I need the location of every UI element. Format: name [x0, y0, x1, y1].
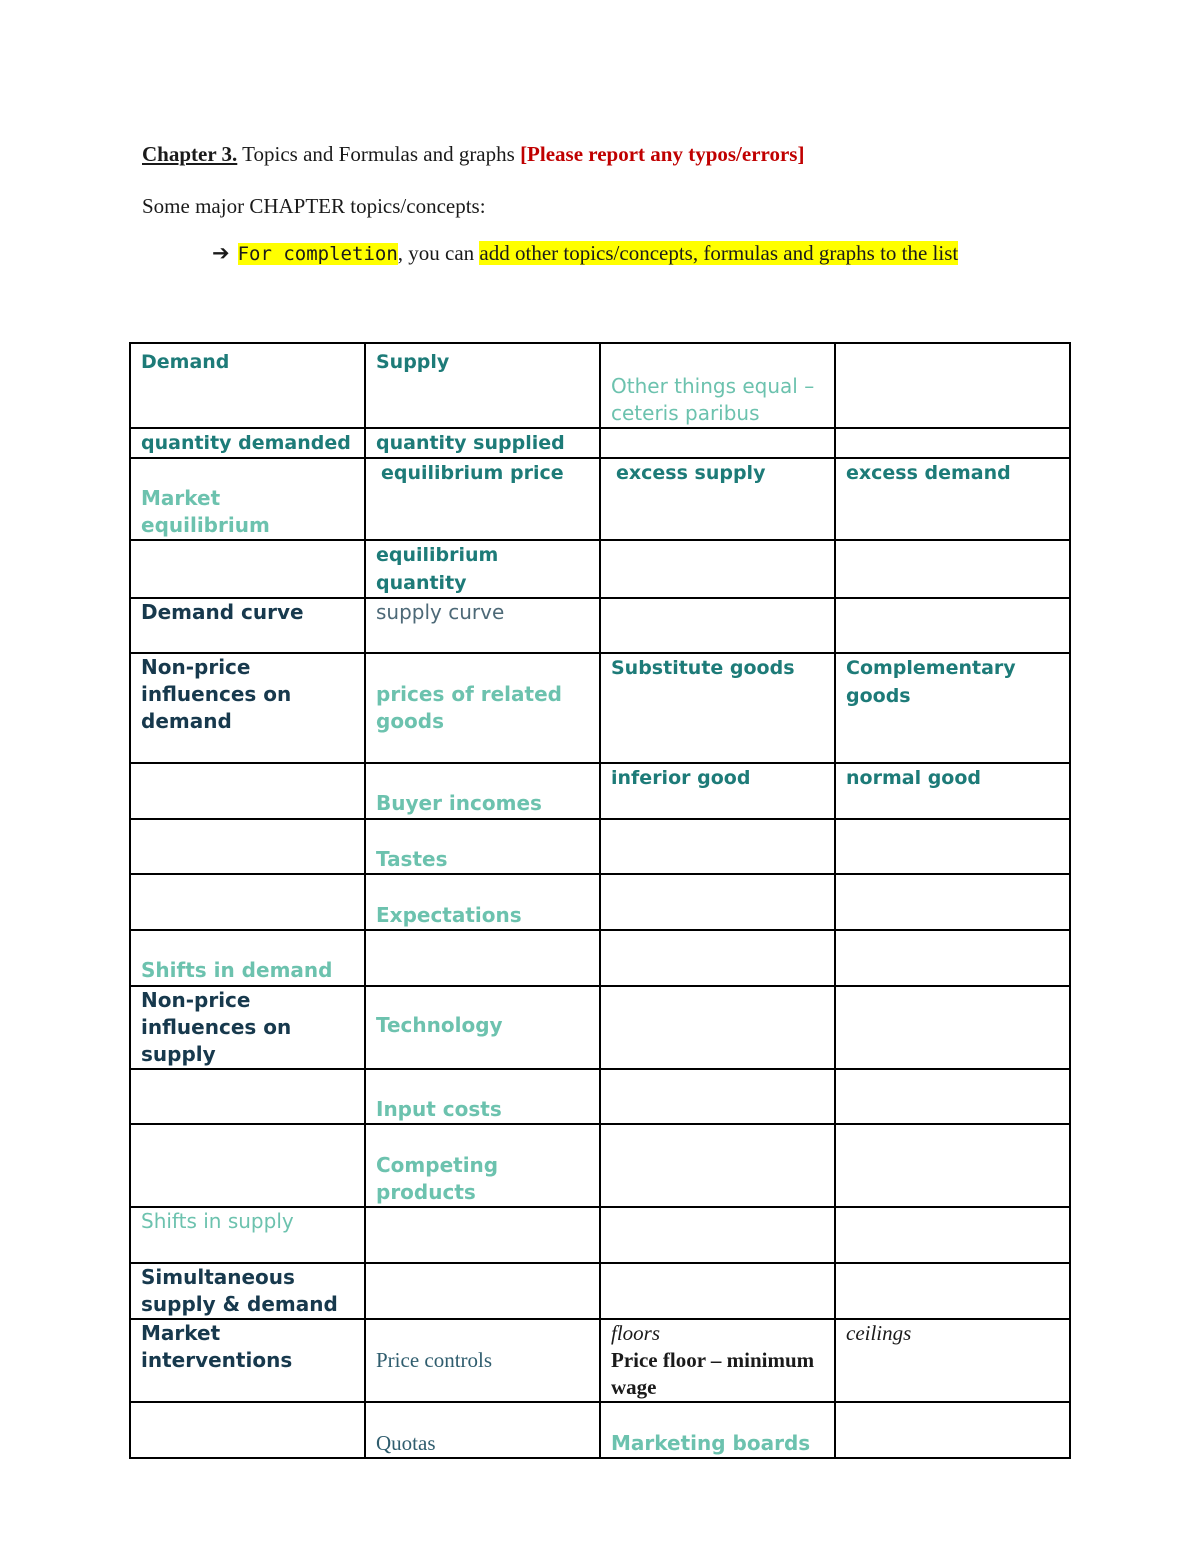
cell-excess-supply: excess supply [616, 462, 766, 484]
table-row [130, 874, 1070, 930]
cell-substitute-goods: Substitute goods [611, 657, 795, 679]
table-row [130, 819, 1070, 874]
cell-demand-curve: Demand curve [141, 600, 304, 624]
table-row [130, 343, 1070, 428]
table-row [130, 458, 1070, 540]
table-row [130, 986, 1070, 1069]
table-row [130, 763, 1070, 819]
note-highlight-1: For completion [237, 243, 398, 265]
cell-prices-related-goods: prices of related goods [376, 682, 562, 733]
table-row [130, 1069, 1070, 1124]
completion-note [212, 241, 958, 266]
cell-price-controls: Price controls [376, 1348, 493, 1372]
cell-floors: floors [611, 1321, 661, 1345]
chapter-label: Chapter 3. [142, 142, 238, 166]
cell-inferior-good: inferior good [611, 767, 751, 789]
cell-complementary-goods: Complementary goods [846, 657, 1016, 707]
cell-supply: Supply [376, 351, 450, 373]
cell-excess-demand: excess demand [846, 462, 1011, 484]
cell-input-costs: Input costs [376, 1097, 502, 1121]
cell-shifts-in-demand: Shifts in demand [141, 958, 333, 982]
table-row [130, 598, 1070, 653]
table-row [130, 1319, 1070, 1402]
cell-non-price-supply: Non-price influences on supply [141, 988, 292, 1066]
table-row [130, 1263, 1070, 1319]
cell-tastes: Tastes [376, 847, 448, 871]
cell-demand: Demand [141, 351, 230, 373]
cell-competing-products: Competing products [376, 1153, 499, 1204]
title-text: Topics and Formulas and graphs [237, 142, 521, 166]
report-notice: [Please report any typos/errors] [520, 142, 805, 166]
page-title [142, 142, 804, 167]
cell-buyer-incomes: Buyer incomes [376, 791, 542, 815]
table-row [130, 930, 1070, 986]
table-row [130, 653, 1070, 763]
table-row [130, 1402, 1070, 1458]
cell-quotas: Quotas [376, 1431, 436, 1455]
cell-simultaneous: Simultaneous supply & demand [141, 1265, 338, 1316]
cell-ceteris-paribus: Other things equal – ceteris paribus [611, 374, 815, 425]
subtitle: Some major CHAPTER topics/concepts: [142, 194, 486, 218]
cell-market-equilibrium: Market equilibrium [141, 486, 270, 537]
table-row [130, 540, 1070, 598]
cell-normal-good: normal good [846, 767, 982, 789]
table-row [130, 1207, 1070, 1263]
cell-equilibrium-price: equilibrium price [381, 462, 564, 484]
cell-quantity-supplied: quantity supplied [376, 432, 565, 454]
arrow-right-icon: ➔ [212, 241, 230, 265]
topics-table [129, 342, 1071, 1459]
cell-marketing-boards: Marketing boards [611, 1431, 811, 1455]
cell-technology: Technology [376, 1013, 503, 1037]
cell-market-interventions: Market interventions [141, 1321, 293, 1372]
note-text: , you can [397, 241, 480, 265]
note-highlight-2: add other topics/concepts, formulas and graphs to the list [479, 241, 959, 265]
cell-supply-curve: supply curve [376, 600, 505, 624]
table-row [130, 428, 1070, 458]
cell-equilibrium-quantity: equilibrium quantity [376, 544, 499, 594]
cell-ceilings: ceilings [846, 1321, 912, 1345]
cell-expectations: Expectations [376, 903, 522, 927]
cell-non-price-demand: Non-price influences on demand [141, 655, 292, 733]
table-row [130, 1124, 1070, 1207]
cell-quantity-demanded: quantity demanded [141, 432, 351, 454]
cell-shifts-in-supply: Shifts in supply [141, 1209, 294, 1233]
cell-price-floor: Price floor – minimum wage [611, 1348, 815, 1399]
